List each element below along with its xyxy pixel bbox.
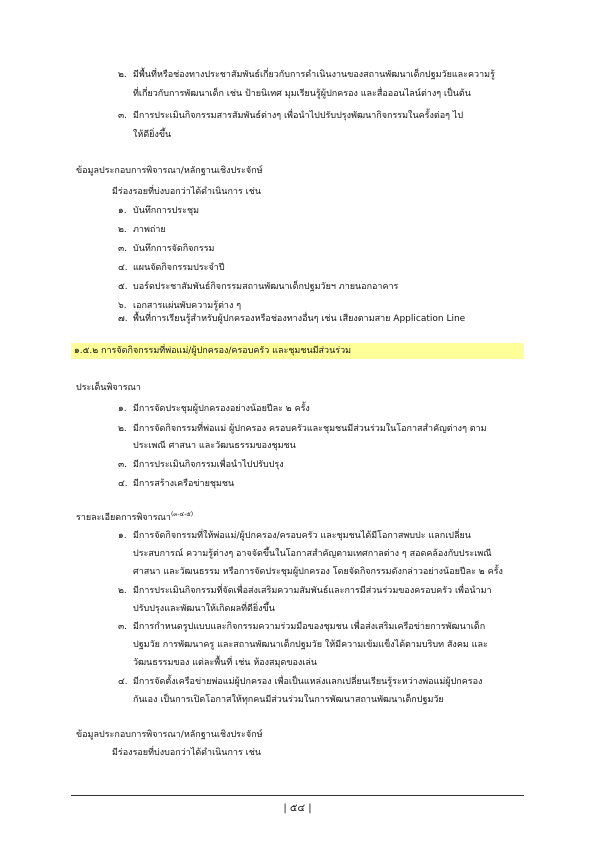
list-number: ๓. [118, 111, 128, 121]
list-number: ๕. [118, 282, 128, 292]
list-number: ๔. [118, 479, 128, 489]
considerations-heading: ประเด็นพิจารณา [76, 383, 141, 393]
list-number: ๗. [118, 314, 128, 324]
list-number: ๒. [118, 225, 127, 235]
list-item-text: วัฒนธรรมของ แต่ละพื้นที่ เช่น ห้องสมุดของเล่น [133, 658, 318, 668]
list-number: ๓. [118, 460, 128, 470]
list-item-text: ที่เกี่ยวกับการพัฒนาเด็ก เช่น ป้ายนิเทศ มุมเรียนรู้ผู้ปกครอง และสื่อออนไลน์ต่างๆ เป็นต้น [133, 89, 471, 99]
list-item-text: บอร์ดประชาสัมพันธ์กิจกรรมสถานพัฒนาเด็กปฐมวัยฯ ภายนอกอาคาร [133, 282, 399, 292]
evidence-intro: มีร่องรอยที่บ่งบอกว่าได้ดำเนินการ เช่น [112, 187, 261, 197]
list-number: ๒. [118, 586, 127, 596]
list-item-text: มีการประเมินกิจกรรมเพื่อนำไปปรับปรุง [133, 460, 284, 470]
list-number: ๒. [118, 70, 127, 80]
list-item-text: บันทึกการประชุม [133, 206, 200, 216]
list-item-text: มีการจัดประชุมผู้ปกครองอย่างน้อยปีละ ๒ ครั้ง [133, 404, 310, 414]
details-heading-sup: (๓-๔-๕) [170, 511, 194, 518]
list-item-text: ปฐมวัย การพัฒนาครู และสถานพัฒนาเด็กปฐมวัย ให้มีความเข้มแข็งได้ตามบริบท สังคม และ [133, 640, 488, 650]
footer-rule [71, 795, 524, 796]
list-number: ๑. [118, 531, 127, 541]
list-item-text: ประสบการณ์ ความรู้ต่างๆ อาจจัดขึ้นในโอกาสสำคัญตามเทศกาลต่าง ๆ สอดคล้องกับประเพณี [133, 549, 492, 559]
list-item-text: มีพื้นที่หรือช่องทางประชาสัมพันธ์เกี่ยวกับการดำเนินงานของสถานพัฒนาเด็กปฐมวัยและความรู้ [133, 70, 495, 80]
list-item-text: กันเอง เป็นการเปิดโอกาสให้ทุกคนมีส่วนร่วมในการพัฒนาสถานพัฒนาเด็กปฐมวัย [133, 695, 444, 705]
list-number: ๔. [118, 677, 128, 687]
details-heading-text: รายละเอียดการพิจารณา [76, 513, 171, 523]
list-item-text: ศาสนา และวัฒนธรรม หรือการจัดประชุมผู้ปกครอง โดยจัดกิจกรรมดังกล่าวอย่างน้อยปีละ ๒ ครั้ง [133, 567, 503, 577]
list-item-text: พื้นที่การเรียนรู้สำหรับผู้ปกครองหรือช่องทางอื่นๆ เช่น เสียงตามสาย Application Line [133, 314, 466, 324]
list-item-text: บันทึกการจัดกิจกรรม [133, 244, 215, 254]
list-number: ๓. [118, 244, 128, 254]
list-item-text: ประเพณี ศาสนา และวัฒนธรรมของชุมชน [133, 441, 296, 451]
evidence-intro: มีร่องรอยที่บ่งบอกว่าได้ดำเนินการ เช่น [112, 748, 261, 758]
list-item-text: มีการสร้างเครือข่ายชุมชน [133, 479, 235, 489]
list-number: ๑. [118, 404, 127, 414]
list-item-text: มีการจัดกิจกรรมที่พ่อแม่ ผู้ปกครอง ครอบครัวและชุมชนมีส่วนร่วมในโอกาสสำคัญต่างๆ ตาม [133, 424, 487, 434]
evidence-heading: ข้อมูลประกอบการพิจารณา/หลักฐานเชิงประจักษ์ [76, 730, 263, 740]
list-item-text: มีการจัดกิจกรรมที่ให้พ่อแม่/ผู้ปกครอง/ครอบครัว และชุมชนได้มีโอกาสพบปะ แลกเปลี่ยน [133, 531, 471, 541]
list-number: ๒. [118, 424, 127, 434]
list-number: ๖. [118, 301, 127, 311]
evidence-heading: ข้อมูลประกอบการพิจารณา/หลักฐานเชิงประจักษ์ [76, 166, 263, 176]
page-number: | ๕๔ | [283, 803, 312, 814]
list-item-text: มีการประเมินกิจกรรมสารสัมพันธ์ต่างๆ เพื่อนำไปปรับปรุงพัฒนากิจกรรมในครั้งต่อๆ ไป [133, 111, 464, 121]
list-item-text: แผนจัดกิจกรรมประจำปี [133, 263, 225, 273]
list-number: ๑. [118, 206, 127, 216]
list-number: ๓. [118, 622, 128, 632]
list-item-text: ภาพถ่าย [133, 225, 166, 235]
list-number: ๔. [118, 263, 128, 273]
section-title: ๑.๕.๒ การจัดกิจกรรมที่พ่อแม่/ผู้ปกครอง/ครอบครัว และชุมชนมีส่วนร่วม [74, 346, 352, 356]
list-item-text: มีการจัดตั้งเครือข่ายพ่อแม่ผู้ปกครอง เพื่อเป็นแหล่งแลกเปลี่ยนเรียนรู้ระหว่างพ่อแม่ผู้ปกครอง [133, 677, 483, 687]
list-item-text: ให้ดียิ่งขึ้น [133, 130, 172, 140]
list-item-text: เอกสารแผ่นพับความรู้ต่าง ๆ [133, 301, 242, 311]
list-item-text: ปรับปรุงและพัฒนาให้เกิดผลที่ดียิ่งขึ้น [133, 604, 275, 614]
list-item-text: มีการกำหนดรูปแบบและกิจกรรมความร่วมมือของชุมชน เพื่อส่งเสริมเครือข่ายการพัฒนาเด็ก [133, 622, 486, 632]
list-item-text: มีการประเมินกิจกรรมที่จัดเพื่อส่งเสริมความสัมพันธ์และการมีส่วนร่วมของครอบครัว เพื่อนำมา [133, 586, 492, 596]
details-heading [76, 509, 193, 524]
